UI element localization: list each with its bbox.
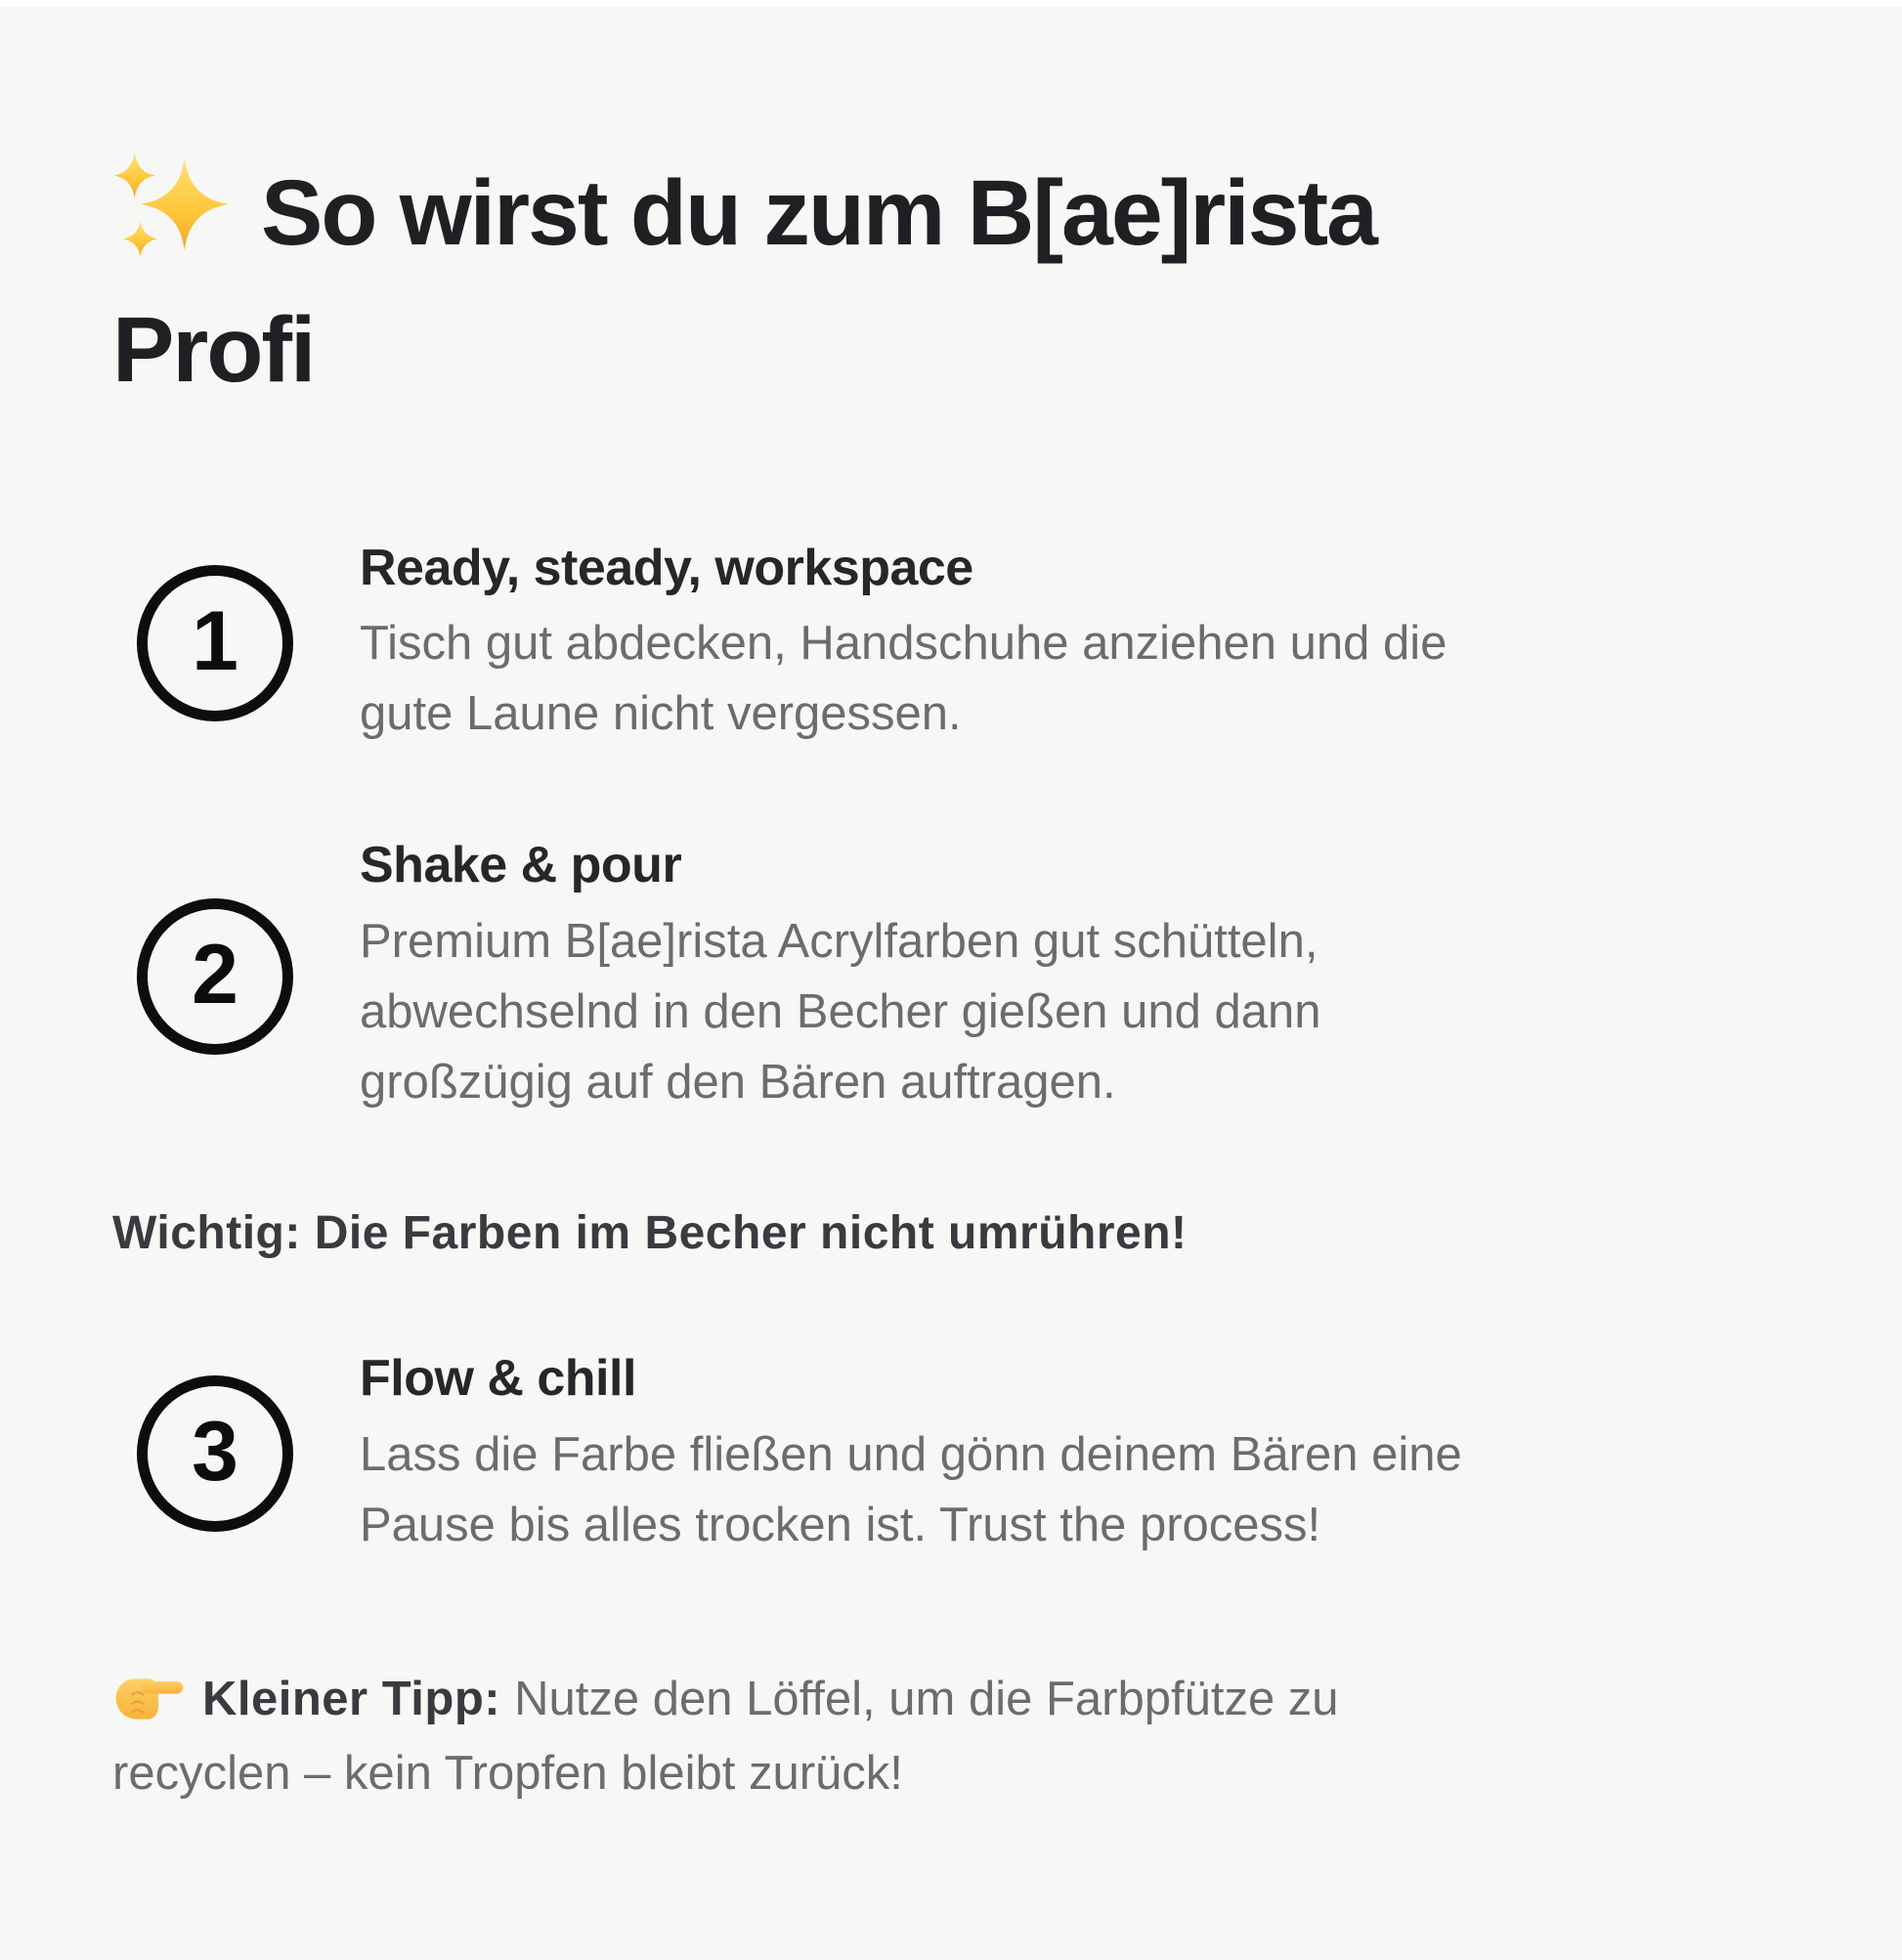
step-number: 1: [192, 594, 238, 689]
step-item-1: [112, 538, 1476, 749]
step-1-number-badge: [137, 565, 293, 721]
step-1-heading: Ready, steady, workspace: [360, 540, 973, 596]
tip-body: Nutze den Löffel, um die Farbpfütze zu recyclen – kein Tropfen bleibt zurück!: [112, 1672, 1339, 1800]
step-item-3: [112, 1348, 1476, 1559]
tip-text: [112, 1662, 1412, 1810]
step-3-heading: Flow & chill: [360, 1350, 636, 1408]
top-strip: [0, 0, 1902, 7]
step-number: 2: [192, 927, 238, 1022]
step-1-text: [360, 538, 1474, 749]
pointing-right-icon: [112, 1662, 185, 1724]
tip-label: Kleiner Tipp:: [202, 1672, 501, 1725]
step-item-2: [112, 835, 1476, 1116]
step-2-number-badge: [137, 898, 293, 1055]
step-2-text: [360, 835, 1474, 1116]
page-title: [112, 145, 1476, 418]
step-3-body: Lass die Farbe fließen und gönn deinem Bären eine Pause bis alles trocken ist. Trust the process!: [360, 1427, 1462, 1551]
step-number: 3: [192, 1405, 238, 1500]
page-title-text: So wirst du zum B[ae]rista Profi: [112, 161, 1376, 402]
step-2-heading: Shake & pour: [360, 837, 682, 894]
step-1-body: Tisch gut abdecken, Handschuhe anziehen und die gute Laune nicht vergessen.: [360, 617, 1448, 741]
step-3-number-badge: [137, 1375, 293, 1532]
step-2-body: Premium B[ae]rista Acrylfarben gut schütteln, abwechselnd in den Becher gießen und dann großzügig auf den Bären auftragen.: [360, 914, 1321, 1109]
warning-text: Wichtig: Die Farben im Becher nicht umrühren!: [112, 1206, 1188, 1259]
sparkles-icon: [112, 145, 228, 260]
step-3-text: [360, 1348, 1474, 1559]
